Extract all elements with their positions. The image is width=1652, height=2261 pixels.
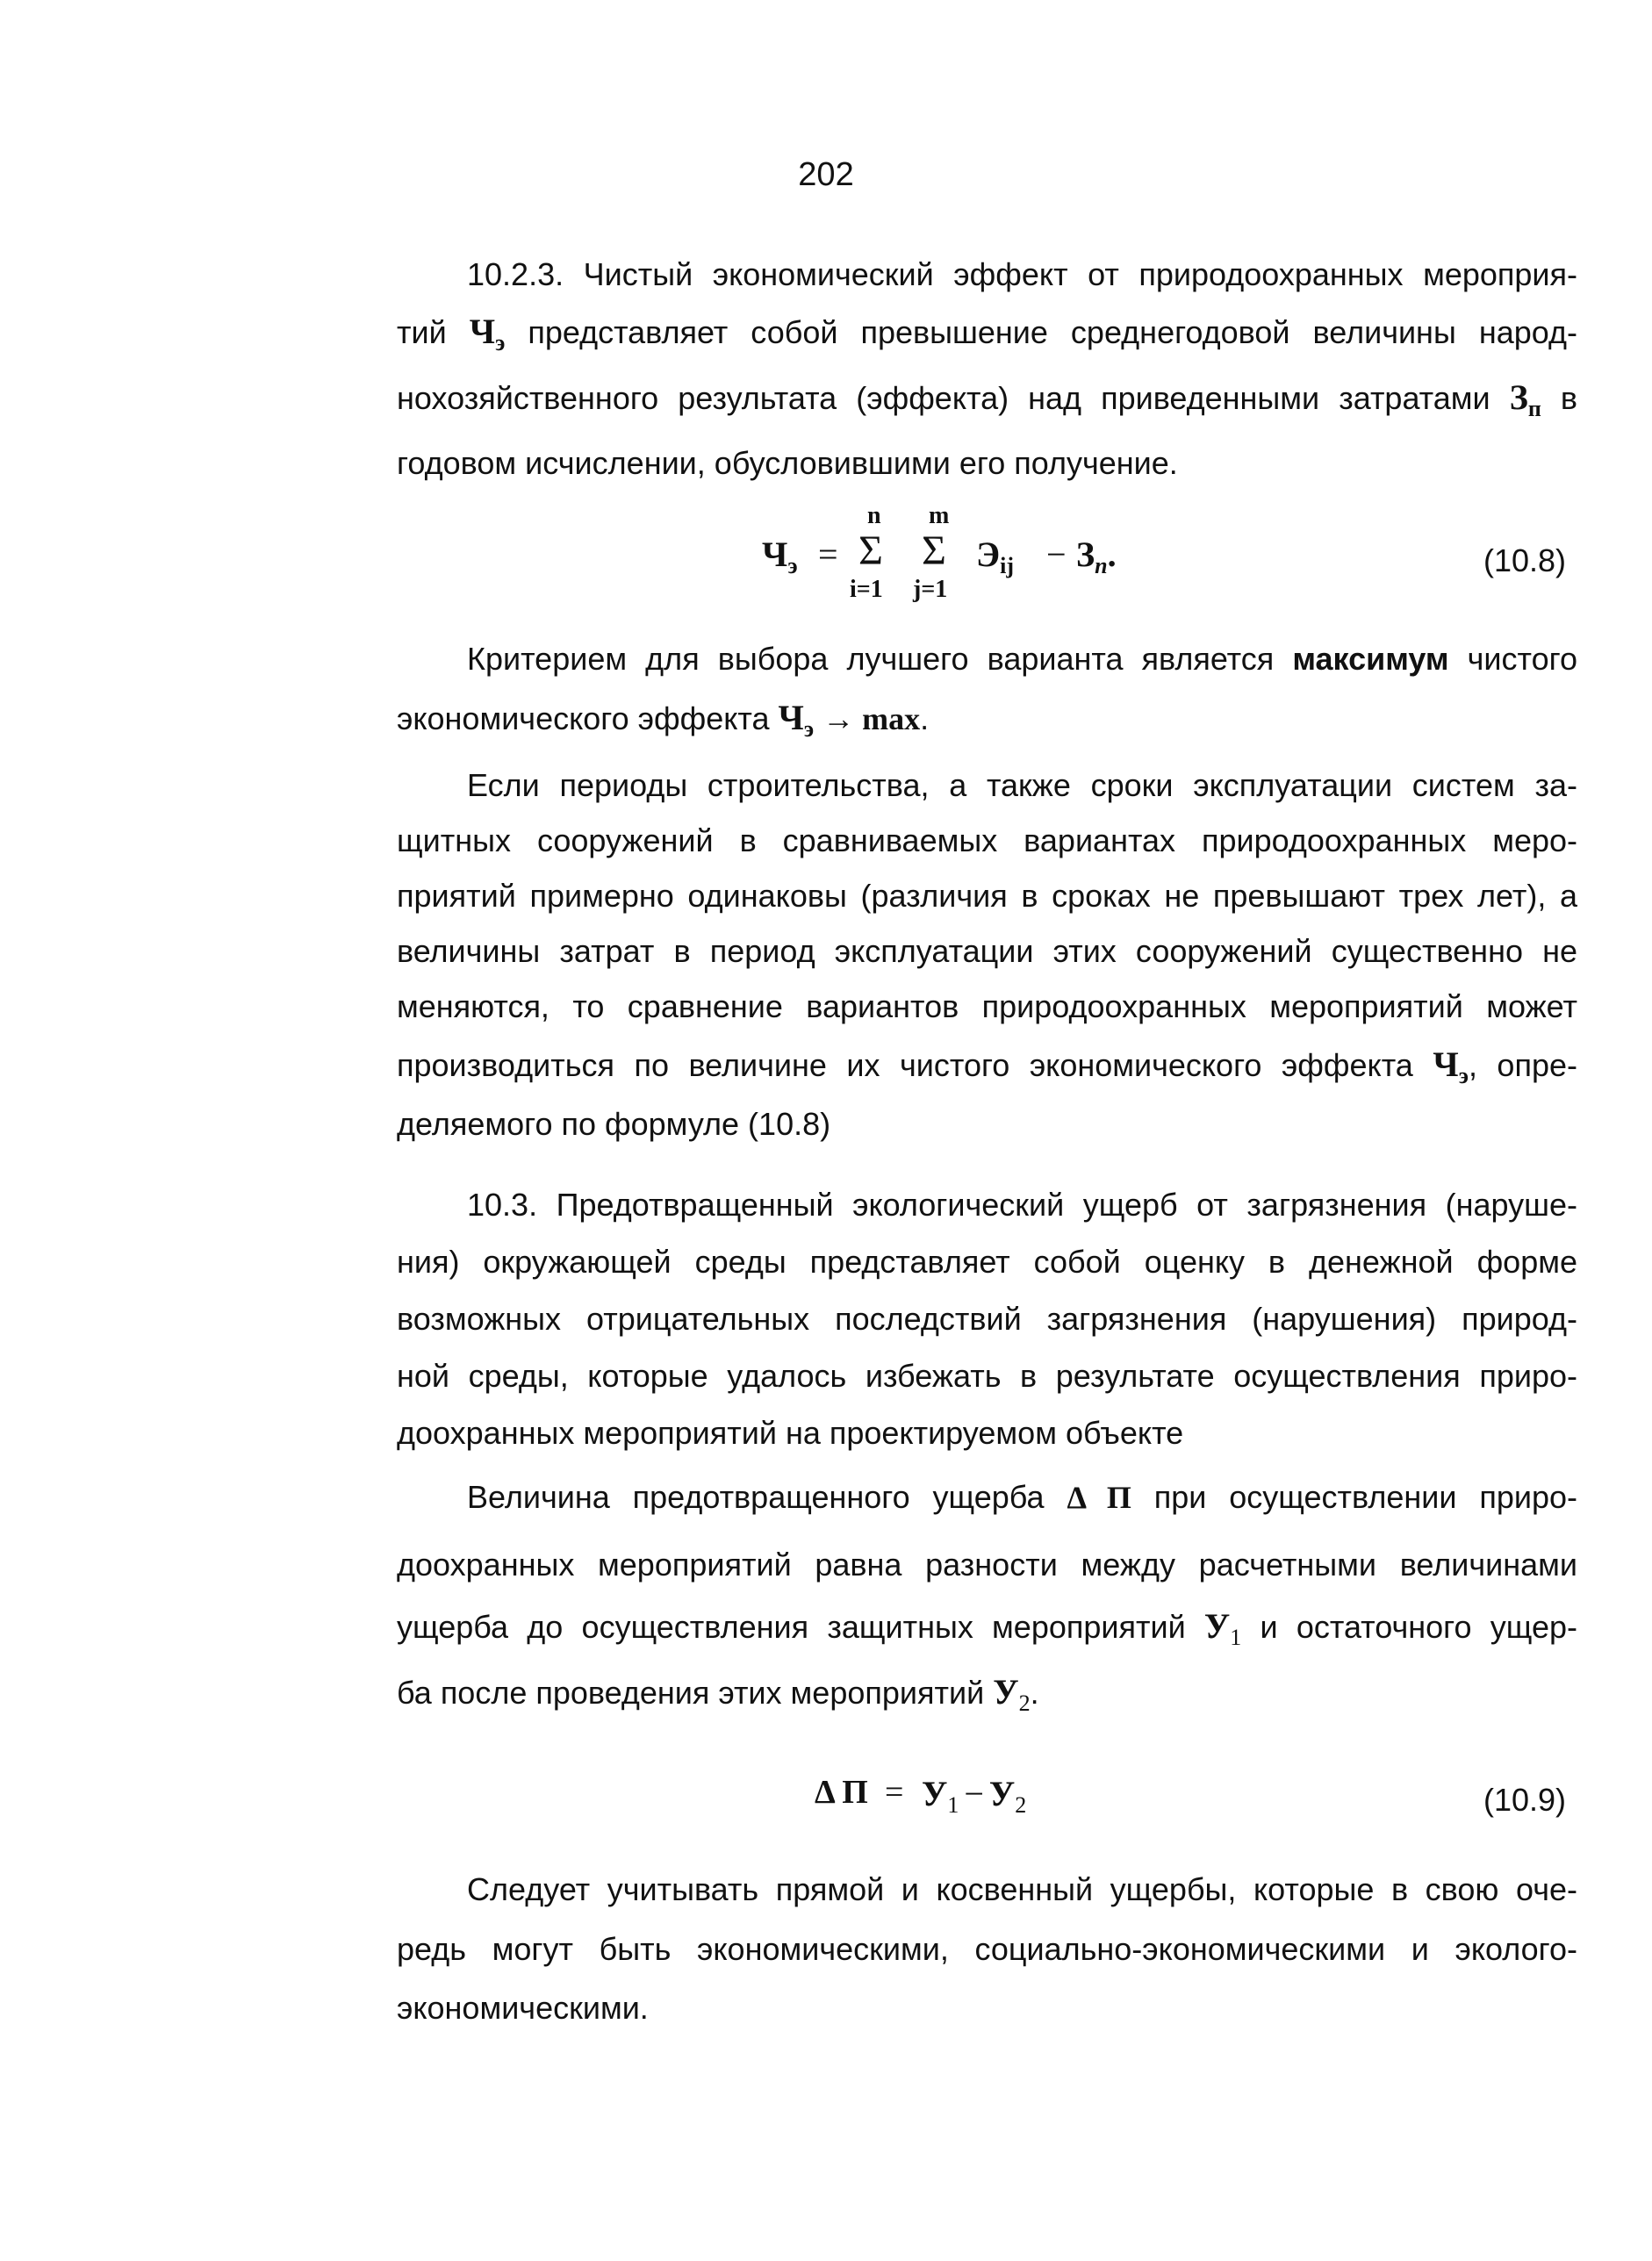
sum1-upper: n <box>867 502 881 529</box>
sub-e: э <box>803 716 815 742</box>
text-line: возможных отрицательных последствий загрязнения (нарушения) природ- <box>397 1301 1577 1337</box>
text-line <box>397 1044 1577 1096</box>
sub-e: э <box>495 330 506 355</box>
text-line <box>467 1477 1577 1518</box>
eq-rhs: $У_1 - У_2$ <box>922 1774 1027 1818</box>
text-line: ной среды, которые удалось избежать в результате осуществления приро- <box>397 1358 1577 1394</box>
text-line: величины затрат в период эксплуатации этих сооружений существенно не <box>397 933 1577 969</box>
text-line <box>467 639 1577 679</box>
var-z: З <box>1509 377 1528 417</box>
text-span: ущерба до осуществления защитных мероприятий <box>397 1609 1186 1645</box>
text-line: щитных сооружений в сравниваемых вариантах природоохранных меро- <box>397 822 1577 858</box>
sum2-sigma: Σ <box>922 528 946 574</box>
text-span: ба после проведения этих мероприятий <box>397 1675 985 1711</box>
text-line: доохранных мероприятий на проектируемом объекте <box>397 1415 1184 1451</box>
var-che: Ч <box>1433 1044 1459 1084</box>
arrow-max: → max <box>822 701 921 736</box>
text-line: доохранных мероприятий равна разности между расчетными величинами <box>397 1547 1577 1583</box>
sub-e: э <box>1458 1063 1469 1088</box>
sum1-sigma: Σ <box>858 528 883 574</box>
text-line: редь могут быть экономическими, социально-экономическими и эколого- <box>397 1931 1577 1967</box>
text-line: Если периоды строительства, а также сроки эксплуатации систем за- <box>467 767 1577 803</box>
sum1-lower: i=1 <box>850 576 883 603</box>
page-number: 202 <box>798 156 854 193</box>
text-line <box>397 312 1577 363</box>
var-che: Ч <box>778 698 804 737</box>
text-span: . <box>1030 1675 1039 1711</box>
text-line <box>397 1606 1577 1658</box>
text-line: годовом исчислении, обусловившими его получение. <box>397 445 1178 481</box>
text-span-bold: максимум <box>1292 641 1449 677</box>
text-line: 10.3. Предотвращенный экологический ущерб от загрязнения (наруше- <box>467 1187 1577 1223</box>
text-line <box>397 377 1577 429</box>
text-span: Величина предотвращенного ущерба <box>467 1479 1045 1515</box>
var-che: Ч <box>469 312 496 351</box>
eq-lhs: Δ П <box>815 1774 868 1811</box>
text-line: 10.2.3. Чистый экономический эффект от природоохранных мероприя- <box>467 256 1577 292</box>
text-span: экономического эффекта <box>397 700 770 736</box>
eq-term: $Э_{ij}$ <box>976 535 1015 578</box>
text-span: , опре- <box>1468 1047 1577 1083</box>
text-line: экономическими. <box>397 1990 649 2026</box>
var-u: У <box>1203 1606 1231 1646</box>
sub-1: 1 <box>1230 1625 1242 1650</box>
eq-minus: − <box>1046 535 1067 574</box>
sub-2: 2 <box>1018 1690 1031 1716</box>
text-span: Критерием для выбора лучшего варианта является <box>467 641 1275 677</box>
text-line: деляемого по формуле (10.8) <box>397 1106 831 1142</box>
var-u: У <box>993 1672 1019 1712</box>
text-line: меняются, то сравнение вариантов природоохранных мероприятий может <box>397 988 1577 1024</box>
equation-number: (10.9) <box>1483 1782 1567 1818</box>
text-line: Следует учитывать прямой и косвенный ущербы, которые в свою оче- <box>467 1871 1577 1907</box>
eq-equals: = <box>885 1774 904 1811</box>
text-span: при осуществлении приро- <box>1153 1479 1577 1515</box>
text-span: в <box>1560 380 1577 416</box>
text-line: приятий примерно одинаковы (различия в сроках не превышают трех лет), а <box>397 878 1577 914</box>
eq-equals: = <box>818 535 838 574</box>
text-span: производиться по величине их чистого экономического эффекта <box>397 1047 1413 1083</box>
text-line <box>397 698 1577 750</box>
sum2-lower: j=1 <box>913 576 948 603</box>
text-span: нохозяйственного результата (эффекта) над приведенными затратами <box>397 380 1490 416</box>
text-line <box>397 1672 1577 1724</box>
var-delta-p: Δ П <box>1067 1480 1131 1515</box>
text-span: тий <box>397 314 447 350</box>
sum2-upper: m <box>929 502 950 529</box>
text-line: ния) окружающей среды представляет собой оценку в денежной форме <box>397 1244 1577 1280</box>
text-span: и остаточного ущер- <box>1260 1609 1577 1645</box>
equation-number: (10.8) <box>1483 542 1567 578</box>
eq-last: $З_п$. <box>1076 535 1117 578</box>
text-span: . <box>920 700 930 736</box>
eq-lhs: $Ч_э$ <box>762 535 798 578</box>
text-span: представляет собой превышение среднегодовой величины народ- <box>528 314 1577 350</box>
text-span: чистого <box>1467 641 1577 677</box>
sub-p: п <box>1527 396 1541 421</box>
